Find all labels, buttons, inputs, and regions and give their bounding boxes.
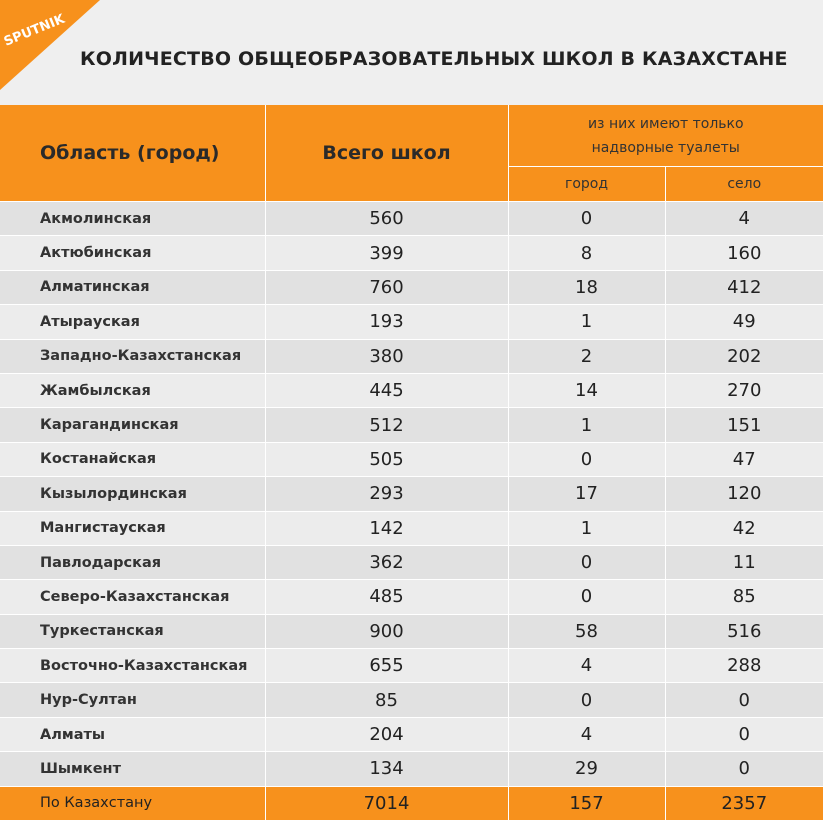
- cell-total: 85: [265, 683, 508, 717]
- cell-total: 293: [265, 477, 508, 511]
- table-row: [0, 202, 823, 236]
- cell-region: Кызылординская: [0, 477, 265, 511]
- cell-total: 399: [265, 236, 508, 270]
- cell-village: 42: [665, 511, 823, 545]
- cell-total: 362: [265, 545, 508, 579]
- table-row: [0, 477, 823, 511]
- cell-total: 512: [265, 408, 508, 442]
- cell-total: 193: [265, 305, 508, 339]
- cell-region: Атырауская: [0, 305, 265, 339]
- schools-table: [0, 105, 823, 820]
- cell-village: 120: [665, 477, 823, 511]
- cell-total: 134: [265, 752, 508, 786]
- cell-village: 11: [665, 545, 823, 579]
- cell-village: 202: [665, 339, 823, 373]
- cell-region: Костанайская: [0, 442, 265, 476]
- header-region: Область (город): [0, 105, 265, 202]
- cell-village: 4: [665, 202, 823, 236]
- cell-city: 0: [508, 580, 665, 614]
- table-row: [0, 373, 823, 407]
- cell-city: 1: [508, 305, 665, 339]
- cell-total: 900: [265, 614, 508, 648]
- cell-region: Алматы: [0, 717, 265, 751]
- cell-village: 47: [665, 442, 823, 476]
- cell-city: 18: [508, 270, 665, 304]
- cell-region: Западно-Казахстанская: [0, 339, 265, 373]
- total-cell-total: 7014: [265, 786, 508, 820]
- cell-region: Шымкент: [0, 752, 265, 786]
- cell-total: 760: [265, 270, 508, 304]
- cell-city: 0: [508, 442, 665, 476]
- cell-village: 151: [665, 408, 823, 442]
- cell-village: 160: [665, 236, 823, 270]
- logo-text: SPUTNIK: [1, 11, 67, 50]
- cell-city: 29: [508, 752, 665, 786]
- table-row: [0, 408, 823, 442]
- cell-village: 270: [665, 373, 823, 407]
- cell-region: Мангистауская: [0, 511, 265, 545]
- cell-city: 4: [508, 649, 665, 683]
- cell-total: 380: [265, 339, 508, 373]
- cell-region: Северо-Казахстанская: [0, 580, 265, 614]
- table-row: [0, 649, 823, 683]
- cell-total: 445: [265, 373, 508, 407]
- cell-total: 204: [265, 717, 508, 751]
- table-row: [0, 339, 823, 373]
- table-row: [0, 717, 823, 751]
- table-row: [0, 236, 823, 270]
- cell-region: Восточно-Казахстанская: [0, 649, 265, 683]
- cell-total: 505: [265, 442, 508, 476]
- table-row: [0, 752, 823, 786]
- cell-city: 0: [508, 683, 665, 717]
- header-outdoor-toilets-label: из них имеют только надворные туалеты: [587, 115, 744, 156]
- table-row: [0, 511, 823, 545]
- cell-region: Нур-Султан: [0, 683, 265, 717]
- header-city: город: [508, 167, 665, 202]
- cell-region: Карагандинская: [0, 408, 265, 442]
- cell-total: 485: [265, 580, 508, 614]
- total-cell-city: 157: [508, 786, 665, 820]
- cell-city: 1: [508, 511, 665, 545]
- table-body: [0, 202, 823, 820]
- cell-city: 2: [508, 339, 665, 373]
- cell-city: 4: [508, 717, 665, 751]
- cell-total: 142: [265, 511, 508, 545]
- cell-total: 560: [265, 202, 508, 236]
- cell-village: 0: [665, 752, 823, 786]
- cell-total: 655: [265, 649, 508, 683]
- cell-city: 1: [508, 408, 665, 442]
- cell-region: Актюбинская: [0, 236, 265, 270]
- cell-village: 85: [665, 580, 823, 614]
- table-row: [0, 270, 823, 304]
- cell-city: 8: [508, 236, 665, 270]
- cell-city: 17: [508, 477, 665, 511]
- table-row: [0, 580, 823, 614]
- cell-village: 0: [665, 717, 823, 751]
- cell-city: 0: [508, 202, 665, 236]
- total-row: [0, 786, 823, 820]
- page-title: КОЛИЧЕСТВО ОБЩЕОБРАЗОВАТЕЛЬНЫХ ШКОЛ В КАЗАХСТАНЕ: [80, 48, 788, 70]
- cell-village: 0: [665, 683, 823, 717]
- cell-city: 0: [508, 545, 665, 579]
- cell-region: Павлодарская: [0, 545, 265, 579]
- cell-city: 58: [508, 614, 665, 648]
- cell-region: Жамбылская: [0, 373, 265, 407]
- cell-city: 14: [508, 373, 665, 407]
- table-row: [0, 442, 823, 476]
- table-row: [0, 305, 823, 339]
- cell-village: 516: [665, 614, 823, 648]
- cell-region: Туркестанская: [0, 614, 265, 648]
- cell-region: Акмолинская: [0, 202, 265, 236]
- table-row: [0, 683, 823, 717]
- table-row: [0, 614, 823, 648]
- header: [0, 0, 823, 105]
- cell-village: 288: [665, 649, 823, 683]
- table-row: [0, 545, 823, 579]
- header-outdoor-toilets: [508, 105, 823, 167]
- cell-region: Алматинская: [0, 270, 265, 304]
- header-village: село: [665, 167, 823, 202]
- sputnik-logo: [0, 0, 100, 90]
- total-cell-region: По Казахстану: [0, 786, 265, 820]
- header-total: Всего школ: [265, 105, 508, 202]
- cell-village: 412: [665, 270, 823, 304]
- total-cell-village: 2357: [665, 786, 823, 820]
- cell-village: 49: [665, 305, 823, 339]
